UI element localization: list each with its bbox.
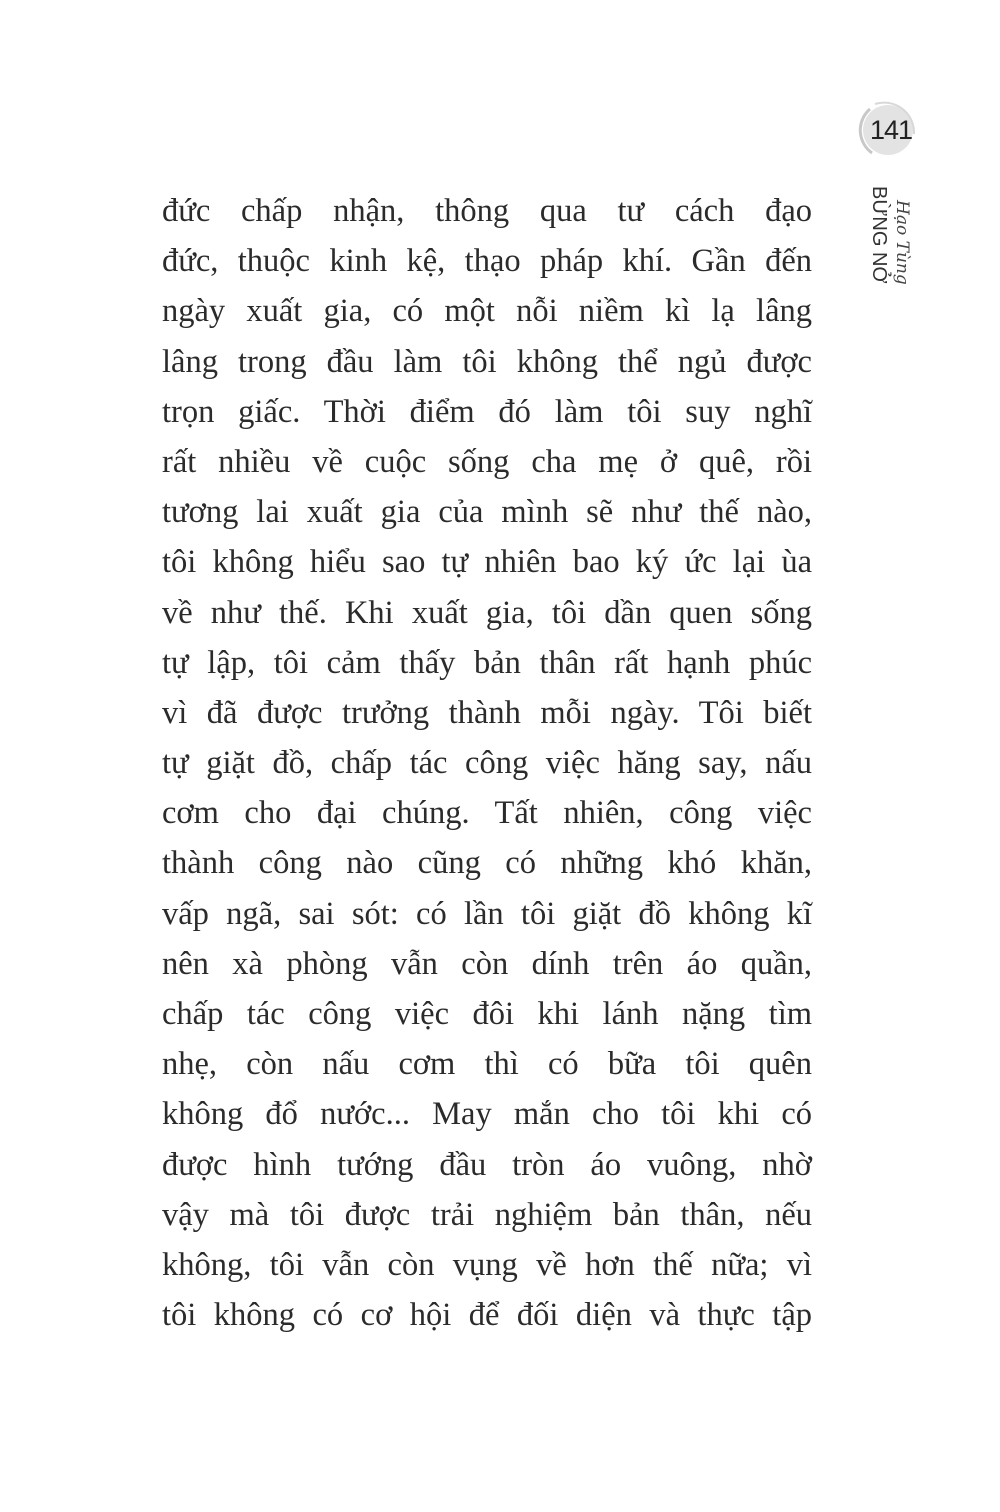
text-line: ngày xuất gia, có một nỗi niềm kì lạ lâng (162, 293, 812, 330)
running-head (866, 186, 926, 296)
text-line: không, tôi vẫn còn vụng về hơn thế nữa; vì (162, 1246, 812, 1283)
text-line: nên xà phòng vẫn còn dính trên áo quần, (162, 945, 812, 982)
text-line: lâng trong đầu làm tôi không thể ngủ được (162, 343, 812, 380)
text-line: vì đã được trưởng thành mỗi ngày. Tôi biết (162, 694, 812, 731)
text-line: tự giặt đồ, chấp tác công việc hăng say, nấu (162, 745, 812, 782)
text-line: nhẹ, còn nấu cơm thì có bữa tôi quên (162, 1046, 812, 1083)
text-line: trọn giấc. Thời điểm đó làm tôi suy nghĩ (162, 393, 812, 430)
text-line: tương lai xuất gia của mình sẽ như thế nào, (162, 494, 812, 531)
text-line: rất nhiều về cuộc sống cha mẹ ở quê, rồi (162, 443, 812, 480)
text-line: đức chấp nhận, thông qua tư cách đạo (162, 193, 812, 229)
book-title: BỪNG NỞ (868, 186, 890, 284)
text-line: tôi không hiểu sao tự nhiên bao ký ức lại ùa (162, 544, 812, 581)
page-number: 141 (870, 115, 913, 145)
text-line: thành công nào cũng có những khó khăn, (162, 845, 812, 882)
text-line: được hình tướng đầu tròn áo vuông, nhờ (162, 1146, 812, 1183)
text-line: chấp tác công việc đôi khi lánh nặng tìm (162, 996, 812, 1032)
text-line: vậy mà tôi được trải nghiệm bản thân, nếu (162, 1196, 812, 1233)
text-line: không đổ nước... May mắn cho tôi khi có (162, 1096, 812, 1133)
text-line: cơm cho đại chúng. Tất nhiên, công việc (162, 795, 812, 832)
text-line: vấp ngã, sai sót: có lần tôi giặt đồ không kĩ (162, 895, 812, 932)
page-number-badge (858, 100, 918, 160)
text-line: về như thế. Khi xuất gia, tôi dần quen sống (162, 594, 812, 631)
author-signature: Hạo Tùng (892, 200, 912, 285)
body-text (162, 186, 812, 1340)
text-line: tôi không có cơ hội để đối diện và thực tập (162, 1297, 812, 1334)
text-line: tự lập, tôi cảm thấy bản thân rất hạnh phúc (162, 644, 812, 681)
text-line: đức, thuộc kinh kệ, thạo pháp khí. Gần đến (162, 243, 812, 280)
